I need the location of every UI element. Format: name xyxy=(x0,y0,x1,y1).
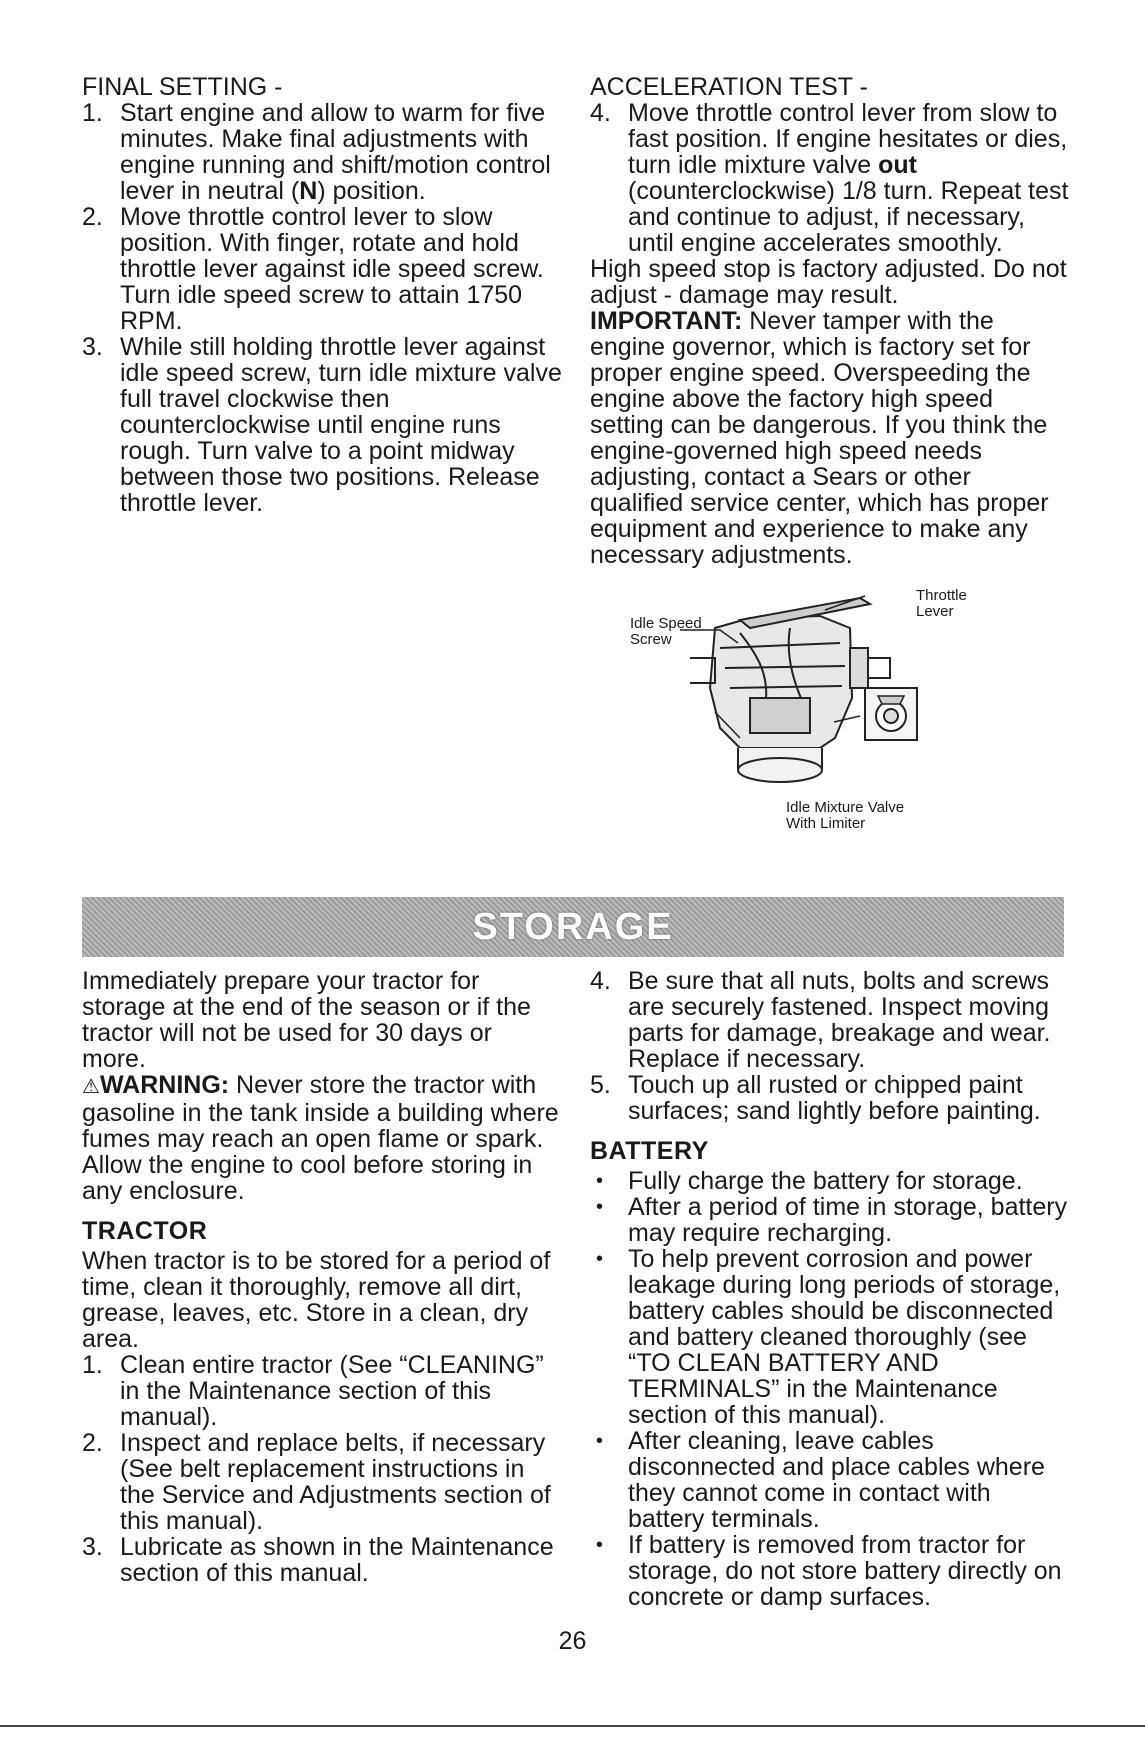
step-text: Lubricate as shown in the Maintenance section of this manual. xyxy=(120,1533,554,1587)
list-item xyxy=(590,1246,1070,1428)
step-text: While still holding throttle lever against idle speed screw, turn idle mixture valve full travel clockwise then counterclockwise until engine runs rough. Turn valve to a point midway between those two positions. Release throttle lever. xyxy=(120,333,562,517)
throttle-lever-label-line1: Throttle xyxy=(916,587,967,604)
list-item xyxy=(82,1430,562,1534)
bullet-text: Fully charge the battery for storage. xyxy=(628,1167,1023,1195)
final-setting-section xyxy=(82,74,562,516)
bullet-text: To help prevent corrosion and power leakage during long periods of storage, battery cables should be disconnected and battery cleaned thoroughly (see “TO CLEAN BATTERY AND TERMINALS” in the Maintenance section of this manual). xyxy=(628,1245,1061,1429)
step-text: Be sure that all nuts, bolts and screws are securely fastened. Inspect moving parts for damage, breakage and wear. Replace if necessary. xyxy=(628,967,1051,1073)
step-text: Touch up all rusted or chipped paint surfaces; sand lightly before painting. xyxy=(628,1071,1041,1125)
battery-bullets xyxy=(590,1168,1070,1610)
idle-speed-screw-label-line1: Idle Speed xyxy=(630,615,702,632)
bullet-icon: • xyxy=(596,1430,604,1452)
bullet-text: After a period of time in storage, battery may require recharging. xyxy=(628,1193,1068,1247)
step-number: 1. xyxy=(82,1351,103,1379)
step-text-start: Move throttle control lever from slow to fast position. If engine hesitates or dies, turn idle mixture valve xyxy=(628,99,1068,179)
storage-left-column xyxy=(82,968,562,1586)
storage-intro: Immediately prepare your tractor for storage at the end of the season or if the tractor will not be used for 30 days or more. xyxy=(82,967,531,1073)
idle-mixture-valve-label-line1: Idle Mixture Valve xyxy=(786,799,905,816)
acceleration-test-steps xyxy=(590,100,1070,256)
list-item xyxy=(82,204,562,334)
storage-warning xyxy=(82,1072,562,1204)
step-text-bold: N xyxy=(299,177,318,205)
step-number: 1. xyxy=(82,99,103,127)
tractor-steps xyxy=(82,1352,562,1586)
high-speed-note: High speed stop is factory adjusted. Do not adjust - damage may result. xyxy=(590,255,1067,309)
step-text-end: ) position. xyxy=(317,177,426,205)
tractor-intro: When tractor is to be stored for a period of time, clean it thoroughly, remove all dirt, grease, leaves, etc. Store in a clean, dry area. xyxy=(82,1247,551,1353)
step-number: 2. xyxy=(82,203,103,231)
page-number: 26 xyxy=(558,1627,587,1655)
storage-steps-continued xyxy=(590,968,1070,1124)
important-note xyxy=(590,308,1070,568)
list-item xyxy=(82,100,562,204)
tractor-heading: TRACTOR xyxy=(82,1217,208,1245)
idle-speed-screw-label-line2: Screw xyxy=(630,631,672,648)
storage-banner-title: STORAGE xyxy=(472,906,674,948)
step-number: 5. xyxy=(590,1071,611,1099)
step-text-end: (counterclockwise) 1/8 turn. Repeat test and continue to adjust, if necessary, until engine accelerates smoothly. xyxy=(628,177,1069,257)
bullet-icon: • xyxy=(596,1196,604,1218)
list-item xyxy=(590,1532,1070,1610)
list-item xyxy=(590,1072,1070,1124)
step-text: Inspect and replace belts, if necessary (See belt replacement instructions in the Service and Adjustments section of this manual). xyxy=(120,1429,551,1535)
list-item xyxy=(82,1534,562,1586)
bullet-text: After cleaning, leave cables disconnected and place cables where they cannot come in contact with battery terminals. xyxy=(628,1427,1045,1533)
bullet-icon: • xyxy=(596,1534,604,1556)
final-setting-steps xyxy=(82,100,562,516)
warning-text: Never store the tractor with gasoline in the tank inside a building where fumes may reach an open flame or spark. Allow the engine to cool before storing in any enclosure. xyxy=(82,1071,559,1205)
acceleration-test-section xyxy=(590,74,1070,568)
list-item xyxy=(590,1168,1070,1194)
storage-banner xyxy=(82,897,1064,957)
step-number: 4. xyxy=(590,99,611,127)
battery-heading: BATTERY xyxy=(590,1137,709,1165)
warning-icon: ⚠ xyxy=(82,1076,100,1098)
list-item xyxy=(590,1194,1070,1246)
step-text-start: Start engine and allow to warm for five minutes. Make final adjustments with engine running and shift/motion control lever in neutral ( xyxy=(120,99,551,205)
list-item xyxy=(82,1352,562,1430)
important-label: IMPORTANT: xyxy=(590,307,743,335)
step-number: 3. xyxy=(82,333,103,361)
idle-mixture-valve-label-line2: With Limiter xyxy=(786,815,866,832)
throttle-lever-label-line2: Lever xyxy=(916,603,954,620)
list-item xyxy=(590,100,1070,256)
step-number: 2. xyxy=(82,1429,103,1457)
bullet-icon: • xyxy=(596,1170,604,1192)
step-text: Move throttle control lever to slow position. With finger, rotate and hold throttle lever against idle speed screw. Turn idle speed screw to attain 1750 RPM. xyxy=(120,203,544,335)
important-text: Never tamper with the engine governor, which is factory set for proper engine speed. Overspeeding the engine above the factory high speed setting can be dangerous. If you think the engine-governed high speed needs adjusting, contact a Sears or other qualified service center, which has proper equipment and experience to make any necessary adjustments. xyxy=(590,307,1049,569)
step-text: Clean entire tractor (See “CLEANING” in the Maintenance section of this manual). xyxy=(120,1351,544,1431)
list-item xyxy=(590,1428,1070,1532)
carburetor-diagram xyxy=(620,588,1000,838)
warning-label: WARNING: xyxy=(99,1071,230,1099)
bottom-divider xyxy=(0,1725,1145,1727)
list-item xyxy=(590,968,1070,1072)
step-number: 4. xyxy=(590,967,611,995)
step-number: 3. xyxy=(82,1533,103,1561)
bullet-icon: • xyxy=(596,1248,604,1270)
acceleration-test-title: ACCELERATION TEST - xyxy=(590,73,868,101)
list-item xyxy=(82,334,562,516)
storage-right-column xyxy=(590,968,1070,1610)
final-setting-title: FINAL SETTING - xyxy=(82,73,283,101)
step-text-bold: out xyxy=(878,151,917,179)
bullet-text: If battery is removed from tractor for storage, do not store battery directly on concrete or damp surfaces. xyxy=(628,1531,1062,1611)
